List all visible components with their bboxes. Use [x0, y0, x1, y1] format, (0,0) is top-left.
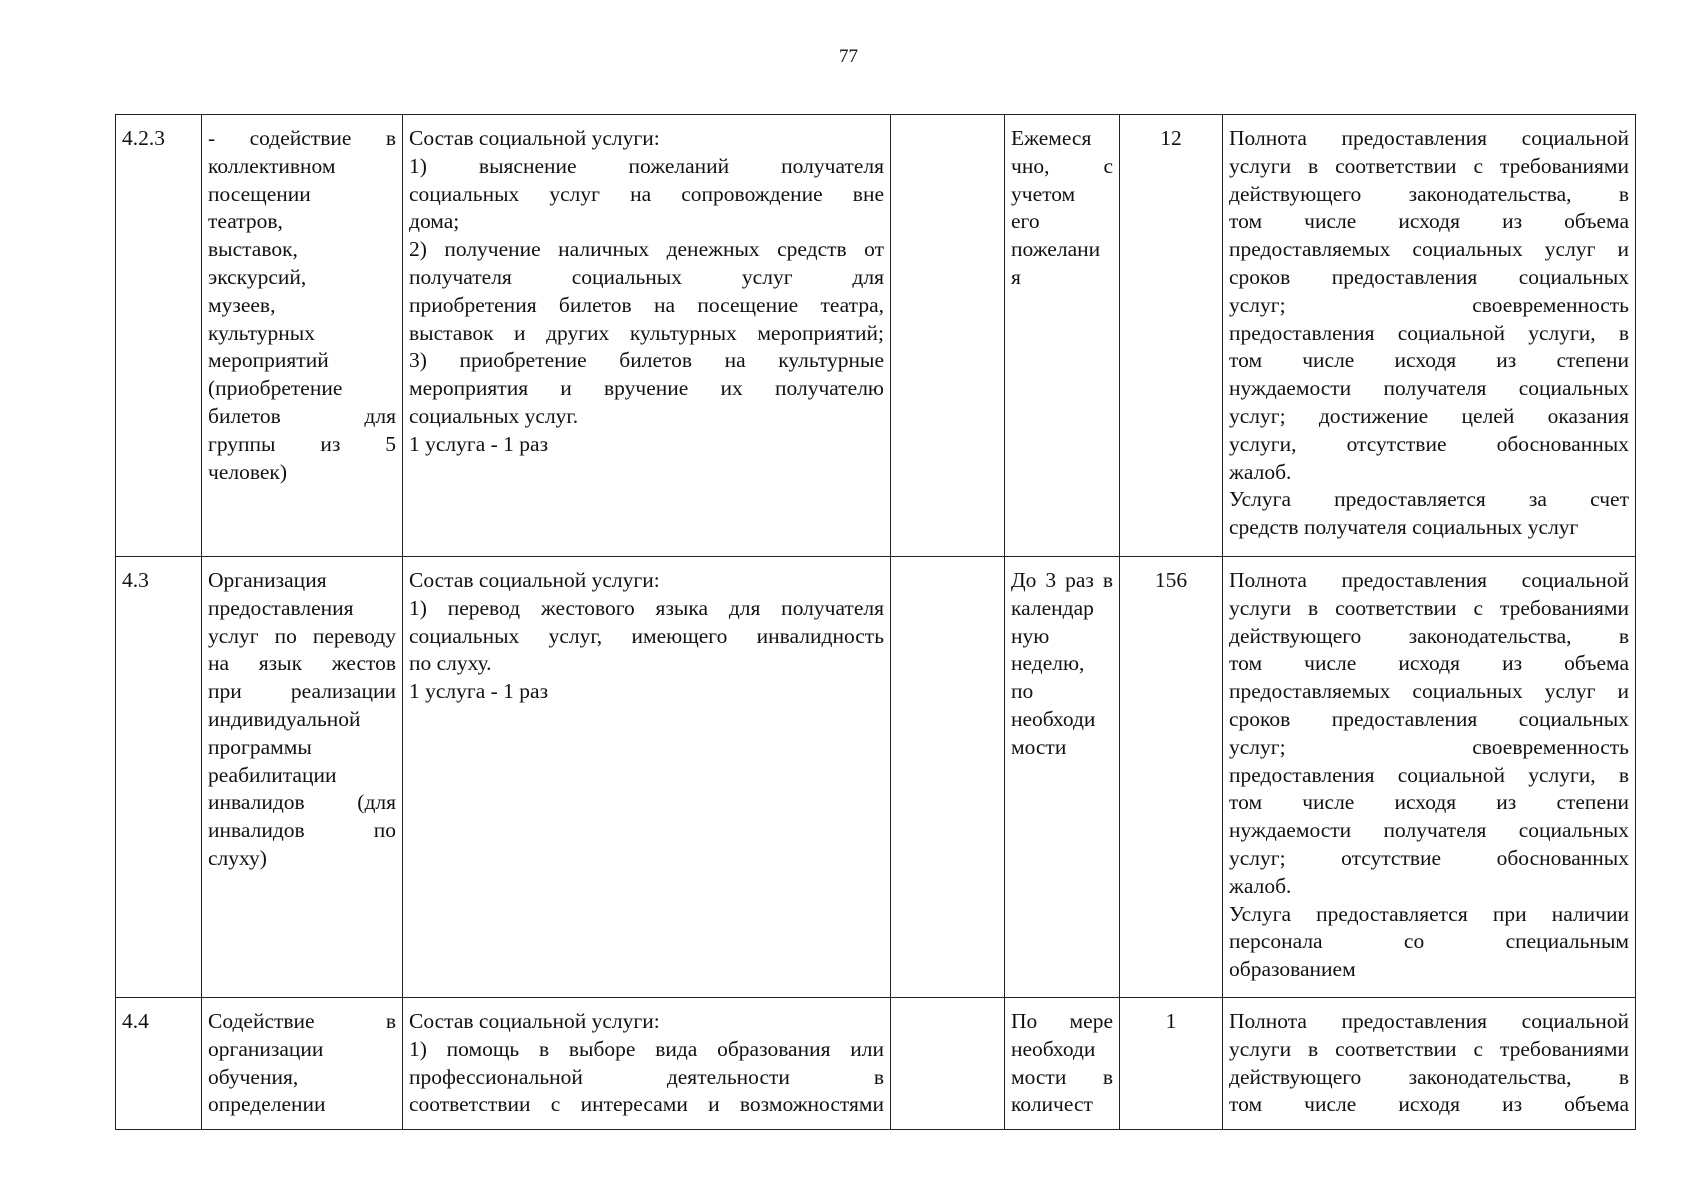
- text-line: инвалидов (для: [208, 790, 396, 815]
- service-quality: [1223, 115, 1636, 557]
- text-line: услуг; своевременность: [1229, 292, 1629, 317]
- text-line: персонала со специальным: [1229, 929, 1629, 954]
- text-line: Полнота предоставления социальной: [1229, 126, 1629, 150]
- text-line: действующего законодательства, в: [1229, 181, 1629, 206]
- text-line: том числе исходя из объема: [1229, 1092, 1629, 1117]
- text-line: предоставления социальной услуги, в: [1229, 320, 1629, 345]
- text-line: ную: [1011, 623, 1050, 648]
- table-row: [116, 998, 1636, 1130]
- text-line: По мере: [1011, 1009, 1113, 1033]
- text-line: том числе исходя из объема: [1229, 651, 1629, 676]
- text-line: 1 услуга - 1 раз: [409, 431, 549, 456]
- text-line: реабилитации: [208, 762, 337, 787]
- table-row: [116, 115, 1636, 557]
- text-line: предоставляемых социальных услуг и: [1229, 679, 1629, 704]
- text-line: Полнота предоставления социальной: [1229, 568, 1629, 592]
- text-line: коллективном: [208, 153, 336, 178]
- text-line: необходи: [1011, 1036, 1096, 1061]
- text-line: неделю,: [1011, 651, 1085, 676]
- text-line: при реализации: [208, 679, 396, 704]
- empty-cell: [891, 557, 1005, 998]
- table-row: [116, 557, 1636, 998]
- text-line: 1) выяснение пожеланий получателя: [409, 153, 884, 178]
- text-line: билетов для: [208, 403, 396, 428]
- text-line: 1) помощь в выборе вида образования или: [409, 1036, 884, 1061]
- text-line: услуг; отсутствие обоснованных: [1229, 845, 1629, 870]
- text-line: я: [1011, 264, 1021, 289]
- text-line: человек): [208, 459, 288, 484]
- text-line: Состав социальной услуги:: [409, 568, 660, 592]
- service-count: 12: [1120, 115, 1223, 557]
- service-quality: [1223, 557, 1636, 998]
- text-line: определении: [208, 1092, 326, 1117]
- text-line: по: [1011, 679, 1034, 704]
- text-line: пожелани: [1011, 237, 1101, 262]
- text-line: 1 услуга - 1 раз: [409, 679, 549, 704]
- text-line: предоставления: [208, 595, 354, 620]
- page-number: 77: [839, 46, 858, 67]
- empty-cell: [891, 998, 1005, 1130]
- text-line: предоставляемых социальных услуг и: [1229, 237, 1629, 262]
- text-line: получателя социальных услуг для: [409, 264, 884, 289]
- text-line: услуг по переводу: [208, 623, 396, 648]
- text-line: предоставления социальной услуги, в: [1229, 762, 1629, 787]
- text-line: услуги в соответствии с требованиями: [1229, 595, 1629, 620]
- service-count: 156: [1120, 557, 1223, 998]
- text-line: культурных: [208, 320, 315, 345]
- text-line: нуждаемости получателя социальных: [1229, 818, 1629, 843]
- text-line: Полнота предоставления социальной: [1229, 1009, 1629, 1033]
- text-line: 1) перевод жестового языка для получателя: [409, 595, 884, 620]
- text-line: Услуга предоставляется за счет: [1229, 487, 1629, 512]
- service-name: [202, 115, 403, 557]
- text-line: социальных услуг на сопровождение вне: [409, 181, 884, 206]
- text-line: действующего законодательства, в: [1229, 1064, 1629, 1089]
- service-name: [202, 557, 403, 998]
- service-quality: [1223, 998, 1636, 1130]
- text-line: учетом: [1011, 181, 1076, 206]
- service-composition: [403, 998, 891, 1130]
- text-line: Организация: [208, 568, 327, 592]
- text-line: 2) получение наличных денежных средств от: [409, 237, 884, 262]
- text-line: посещении: [208, 181, 311, 206]
- text-line: календар: [1011, 595, 1094, 620]
- text-line: жалоб.: [1229, 459, 1292, 484]
- text-line: индивидуальной: [208, 706, 361, 731]
- services-table: [115, 114, 1636, 1130]
- text-line: мероприятия и вручение их получателю: [409, 376, 884, 401]
- text-line: его: [1011, 209, 1040, 234]
- text-line: мероприятий: [208, 348, 329, 373]
- text-line: программы: [208, 734, 312, 759]
- text-line: инвалидов по: [208, 818, 396, 843]
- service-composition: [403, 115, 891, 557]
- text-line: том числе исходя из степени: [1229, 790, 1629, 815]
- text-line: социальных услуг.: [409, 403, 579, 428]
- text-line: группы из 5: [208, 431, 396, 456]
- text-line: выставок и других культурных мероприятий;: [409, 320, 884, 345]
- text-line: Состав социальной услуги:: [409, 1009, 660, 1033]
- text-line: услуги в соответствии с требованиями: [1229, 1036, 1629, 1061]
- text-line: Услуга предоставляется при наличии: [1229, 901, 1629, 926]
- text-line: на язык жестов: [208, 651, 396, 676]
- text-line: том числе исходя из степени: [1229, 348, 1629, 373]
- text-line: дома;: [409, 209, 460, 234]
- text-line: театров,: [208, 209, 283, 234]
- text-line: организации: [208, 1036, 324, 1061]
- text-line: профессиональной деятельности в: [409, 1064, 884, 1089]
- service-periodicity: [1005, 998, 1120, 1130]
- text-line: - содействие в: [208, 126, 396, 150]
- text-line: (приобретение: [208, 376, 343, 401]
- text-line: приобретения билетов на посещение театра,: [409, 292, 884, 317]
- service-number: 4.4: [116, 998, 202, 1130]
- text-line: мости: [1011, 734, 1067, 759]
- service-periodicity: [1005, 557, 1120, 998]
- service-periodicity: [1005, 115, 1120, 557]
- text-line: жалоб.: [1229, 873, 1292, 898]
- text-line: необходи: [1011, 706, 1096, 731]
- text-line: Ежемеся: [1011, 126, 1092, 150]
- text-line: соответствии с интересами и возможностями: [409, 1092, 884, 1117]
- text-line: услуги, отсутствие обоснованных: [1229, 431, 1629, 456]
- text-line: музеев,: [208, 292, 276, 317]
- text-line: 3) приобретение билетов на культурные: [409, 348, 884, 373]
- text-line: средств получателя социальных услуг: [1229, 515, 1579, 540]
- text-line: действующего законодательства, в: [1229, 623, 1629, 648]
- text-line: том числе исходя из объема: [1229, 209, 1629, 234]
- text-line: сроков предоставления социальных: [1229, 706, 1629, 731]
- text-line: услуги в соответствии с требованиями: [1229, 153, 1629, 178]
- text-line: услуг; своевременность: [1229, 734, 1629, 759]
- text-line: слуху): [208, 845, 267, 870]
- text-line: До 3 раз в: [1011, 568, 1113, 592]
- text-line: обучения,: [208, 1064, 299, 1089]
- text-line: образованием: [1229, 957, 1356, 982]
- text-line: по слуху.: [409, 651, 492, 676]
- text-line: социальных услуг, имеющего инвалидность: [409, 623, 884, 648]
- service-number: 4.2.3: [116, 115, 202, 557]
- text-line: сроков предоставления социальных: [1229, 264, 1629, 289]
- service-number: 4.3: [116, 557, 202, 998]
- empty-cell: [891, 115, 1005, 557]
- text-line: услуг; достижение целей оказания: [1229, 403, 1629, 428]
- text-line: нуждаемости получателя социальных: [1229, 376, 1629, 401]
- service-composition: [403, 557, 891, 998]
- service-name: [202, 998, 403, 1130]
- service-count: 1: [1120, 998, 1223, 1130]
- text-line: выставок,: [208, 237, 298, 262]
- text-line: экскурсий,: [208, 264, 307, 289]
- text-line: Состав социальной услуги:: [409, 126, 660, 150]
- text-line: Содействие в: [208, 1009, 396, 1033]
- text-line: чно, с: [1011, 153, 1113, 178]
- text-line: количест: [1011, 1092, 1093, 1117]
- text-line: мости в: [1011, 1064, 1113, 1089]
